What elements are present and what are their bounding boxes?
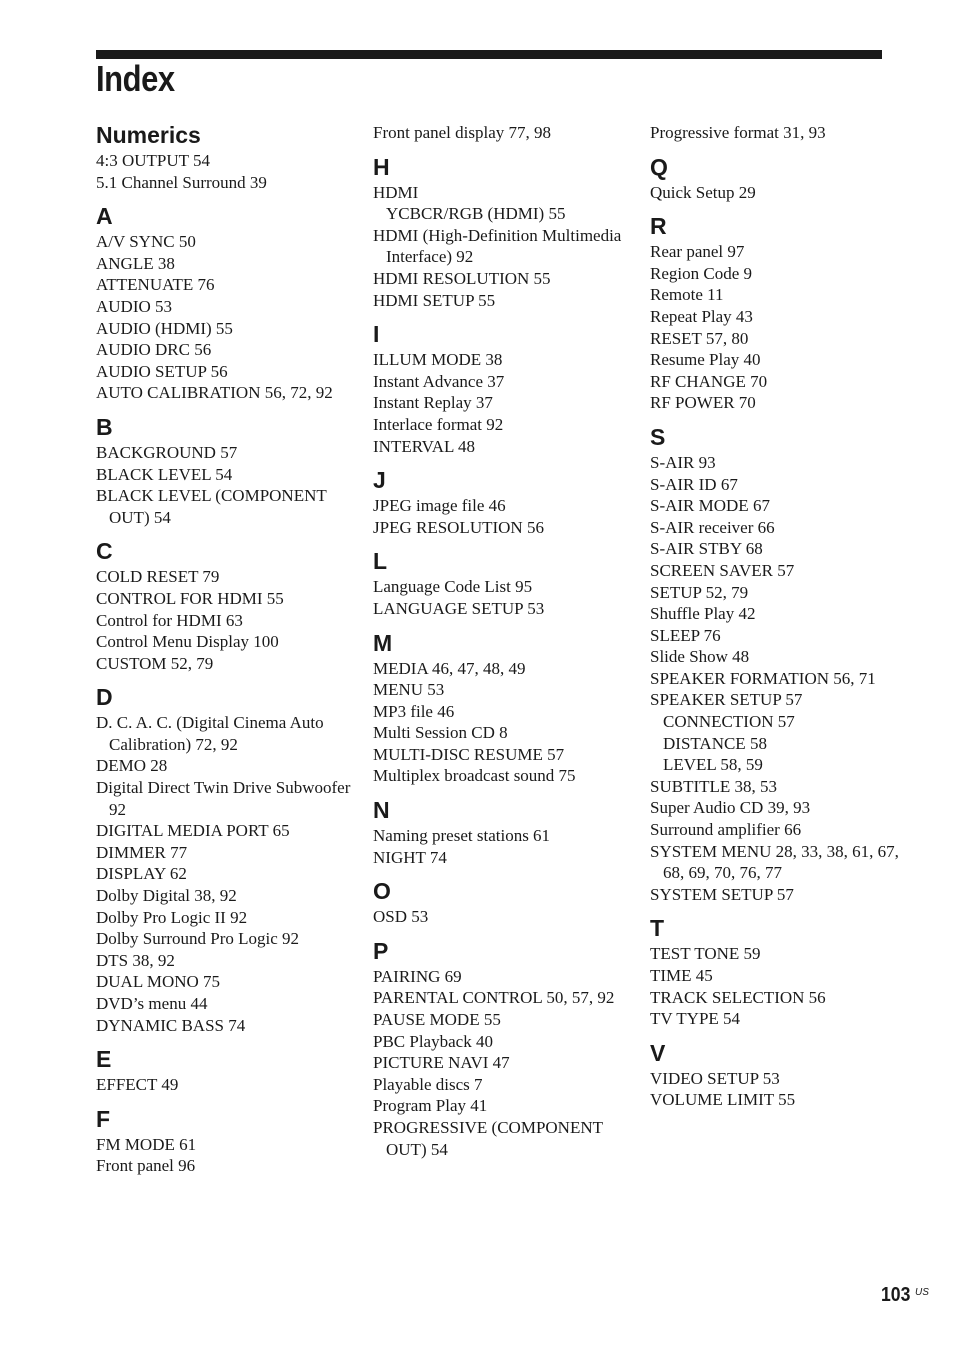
section-heading: N xyxy=(373,797,390,824)
index-entry: Progressive format 31, 93 xyxy=(650,123,826,142)
index-entry: HDMI xyxy=(373,182,419,202)
index-entry: OSD 53 xyxy=(373,907,429,927)
entry-list xyxy=(650,943,912,1029)
index-section xyxy=(650,152,912,204)
index-entry: JPEG RESOLUTION 56 xyxy=(373,517,544,537)
entry-list xyxy=(373,825,635,868)
top-rule xyxy=(96,50,882,59)
index-entry: S-AIR receiver 66 xyxy=(650,517,775,537)
index-entry: AUDIO 53 xyxy=(96,296,173,316)
entry-list xyxy=(373,576,635,619)
index-entry: MULTI-DISC RESUME 57 xyxy=(373,744,565,764)
index-entry: DIMMER 77 xyxy=(96,842,188,862)
index-entry: A/V SYNC 50 xyxy=(96,232,196,252)
index-entry: SYSTEM SETUP 57 xyxy=(650,884,794,904)
entry-list xyxy=(373,658,635,788)
index-entry: MP3 file 46 xyxy=(373,701,455,721)
index-column-3 xyxy=(650,122,912,1111)
index-entry: Interlace format 92 xyxy=(373,414,504,434)
index-section xyxy=(373,465,635,538)
index-entry: SYSTEM MENU 28, 33, 38, 61, 67, 68, 69, 70, 76, 77 xyxy=(650,841,899,883)
index-entry: RF CHANGE 70 xyxy=(650,371,768,391)
index-entry: Program Play 41 xyxy=(373,1096,488,1116)
index-entry: S-AIR MODE 67 xyxy=(650,496,770,516)
index-entry: Remote 11 xyxy=(650,285,724,305)
index-entry: HDMI SETUP 55 xyxy=(373,290,496,310)
index-section xyxy=(373,876,635,928)
index-entry: TEST TONE 59 xyxy=(650,944,761,964)
index-subentry: CONNECTION 57 xyxy=(663,712,795,732)
index-column-2 xyxy=(373,122,635,1160)
index-entry: Slide Show 48 xyxy=(650,647,750,667)
entry-list xyxy=(650,452,912,905)
index-section xyxy=(373,319,635,457)
index-entry: Multiplex broadcast sound 75 xyxy=(373,766,576,786)
index-entry: RF POWER 70 xyxy=(650,393,756,413)
index-entry: DISPLAY 62 xyxy=(96,864,187,884)
index-entry: Resume Play 40 xyxy=(650,350,761,370)
index-entry: JPEG image file 46 xyxy=(373,496,506,516)
index-entry: VOLUME LIMIT 55 xyxy=(650,1090,796,1110)
index-section xyxy=(650,211,912,414)
index-entry: ATTENUATE 76 xyxy=(96,275,215,295)
entry-list xyxy=(96,231,358,404)
index-entry: Instant Advance 37 xyxy=(373,371,505,391)
index-entry: BLACK LEVEL 54 xyxy=(96,464,233,484)
section-heading: L xyxy=(373,548,388,575)
index-entry: MEDIA 46, 47, 48, 49 xyxy=(373,658,526,678)
page-title: Index xyxy=(96,58,175,99)
index-section xyxy=(373,628,635,788)
index-entry: Shuffle Play 42 xyxy=(650,604,756,624)
index-subentry: DISTANCE 58 xyxy=(663,733,767,753)
index-entry: EFFECT 49 xyxy=(96,1075,179,1095)
section-heading: A xyxy=(96,203,113,230)
page-number: 103 xyxy=(881,1284,911,1306)
entry-list xyxy=(96,1134,358,1177)
index-entry: S-AIR STBY 68 xyxy=(650,539,763,559)
index-entry: HDMI RESOLUTION 55 xyxy=(373,268,551,288)
index-entry: Surround amplifier 66 xyxy=(650,820,802,840)
index-entry: DVD’s menu 44 xyxy=(96,994,208,1013)
index-column-1 xyxy=(96,120,358,1177)
entry-list xyxy=(373,906,635,928)
index-entry: DIGITAL MEDIA PORT 65 xyxy=(96,821,290,841)
entry-list xyxy=(96,566,358,674)
index-entry: S-AIR ID 67 xyxy=(650,474,738,494)
index-entry: 4:3 OUTPUT 54 xyxy=(96,151,210,170)
index-entry: Naming preset stations 61 xyxy=(373,826,551,846)
index-entry: PROGRESSIVE (COMPONENT OUT) 54 xyxy=(373,1118,603,1159)
entry-list xyxy=(96,150,358,193)
section-heading: P xyxy=(373,937,389,964)
index-entry: D. C. A. C. (Digital Cinema Auto Calibration) 72, 92 xyxy=(96,713,324,754)
index-entry: CONTROL FOR HDMI 55 xyxy=(96,588,284,608)
index-section xyxy=(96,536,358,674)
index-entry: TIME 45 xyxy=(650,966,713,985)
entry-list xyxy=(373,966,635,1160)
entry-list xyxy=(373,122,635,144)
index-entry: SPEAKER SETUP 57 xyxy=(650,690,803,710)
index-entry: BACKGROUND 57 xyxy=(96,442,238,462)
index-entry: Control Menu Display 100 xyxy=(96,632,279,652)
index-entry: LANGUAGE SETUP 53 xyxy=(373,598,545,618)
section-heading: R xyxy=(650,213,667,240)
index-section xyxy=(373,795,635,868)
index-entry: PBC Playback 40 xyxy=(373,1031,493,1051)
entry-list xyxy=(373,182,635,312)
section-heading: T xyxy=(650,915,665,942)
section-heading: H xyxy=(373,153,390,180)
index-section xyxy=(96,412,358,528)
entry-list xyxy=(650,182,912,204)
index-entry: ILLUM MODE 38 xyxy=(373,350,503,370)
entry-list xyxy=(373,495,635,538)
index-subentry: LEVEL 58, 59 xyxy=(663,755,763,775)
section-heading: V xyxy=(650,1039,666,1066)
index-entry: Playable discs 7 xyxy=(373,1074,483,1094)
index-entry: AUDIO (HDMI) 55 xyxy=(96,318,233,338)
section-heading: E xyxy=(96,1046,112,1073)
entry-list xyxy=(650,241,912,414)
index-entry: SPEAKER FORMATION 56, 71 xyxy=(650,668,876,688)
index-entry: PARENTAL CONTROL 50, 57, 92 xyxy=(373,988,615,1008)
index-entry: PAIRING 69 xyxy=(373,966,462,986)
index-entry: SLEEP 76 xyxy=(650,625,721,645)
section-heading: Q xyxy=(650,153,668,180)
index-entry: Rear panel 97 xyxy=(650,242,745,262)
index-section xyxy=(650,122,912,144)
index-entry: Dolby Pro Logic II 92 xyxy=(96,907,248,927)
index-entry: COLD RESET 79 xyxy=(96,567,220,587)
index-section xyxy=(373,546,635,619)
index-entry: Super Audio CD 39, 93 xyxy=(650,798,811,818)
index-entry: S-AIR 93 xyxy=(650,452,716,472)
page-suffix: US xyxy=(915,1287,929,1298)
index-entry: AUDIO DRC 56 xyxy=(96,340,212,360)
index-entry: Quick Setup 29 xyxy=(650,182,756,202)
index-entry: Instant Replay 37 xyxy=(373,393,493,413)
entry-list xyxy=(96,1074,358,1096)
section-heading: F xyxy=(96,1105,111,1132)
index-entry: HDMI (High-Definition Multimedia Interface) 92 xyxy=(373,225,622,267)
entry-list xyxy=(650,122,912,144)
index-entry: TV TYPE 54 xyxy=(650,1009,741,1029)
index-entry: Repeat Play 43 xyxy=(650,306,753,326)
section-heading: M xyxy=(373,629,393,656)
index-entry: FM MODE 61 xyxy=(96,1134,197,1154)
index-entry: DEMO 28 xyxy=(96,756,168,776)
index-section xyxy=(650,1038,912,1111)
index-entry: Control for HDMI 63 xyxy=(96,610,243,630)
index-entry: Multi Session CD 8 xyxy=(373,723,508,743)
index-entry: PAUSE MODE 55 xyxy=(373,1010,501,1030)
index-entry: Front panel display 77, 98 xyxy=(373,123,552,142)
index-entry: MENU 53 xyxy=(373,680,445,700)
index-entry: Region Code 9 xyxy=(650,263,752,283)
section-heading: Numerics xyxy=(96,122,201,148)
index-section xyxy=(96,682,358,1036)
entry-list xyxy=(96,442,358,528)
section-heading: J xyxy=(373,467,386,494)
index-section xyxy=(373,152,635,312)
index-entry: Front panel 96 xyxy=(96,1156,196,1176)
index-entry: NIGHT 74 xyxy=(373,847,447,867)
section-heading: O xyxy=(373,878,391,905)
index-entry: TRACK SELECTION 56 xyxy=(650,987,826,1007)
index-entry: Dolby Surround Pro Logic 92 xyxy=(96,929,300,949)
entry-list xyxy=(96,712,358,1036)
index-section xyxy=(650,422,912,905)
index-entry: DTS 38, 92 xyxy=(96,950,175,970)
index-entry: AUDIO SETUP 56 xyxy=(96,361,228,381)
index-entry: CUSTOM 52, 79 xyxy=(96,653,214,673)
index-entry: BLACK LEVEL (COMPONENT OUT) 54 xyxy=(96,486,327,527)
index-section xyxy=(373,936,635,1160)
index-entry: RESET 57, 80 xyxy=(650,328,749,348)
index-section xyxy=(96,201,358,404)
section-heading: S xyxy=(650,423,666,450)
index-subentry: YCBCR/RGB (HDMI) 55 xyxy=(386,204,566,224)
entry-list xyxy=(650,1068,912,1111)
index-entry: 5.1 Channel Surround 39 xyxy=(96,172,267,192)
index-entry: DYNAMIC BASS 74 xyxy=(96,1015,246,1035)
section-heading: C xyxy=(96,538,113,565)
index-section xyxy=(373,122,635,144)
index-entry: ANGLE 38 xyxy=(96,253,175,273)
index-entry: SCREEN SAVER 57 xyxy=(650,560,795,580)
index-entry: INTERVAL 48 xyxy=(373,436,476,456)
index-section xyxy=(96,1104,358,1177)
entry-list xyxy=(373,349,635,457)
index-entry: Dolby Digital 38, 92 xyxy=(96,886,237,906)
index-section xyxy=(96,120,358,193)
index-entry: Language Code List 95 xyxy=(373,577,533,597)
index-entry: AUTO CALIBRATION 56, 72, 92 xyxy=(96,383,333,403)
section-heading: I xyxy=(373,321,380,348)
index-entry: DUAL MONO 75 xyxy=(96,972,221,992)
section-heading: D xyxy=(96,684,113,711)
index-entry: SUBTITLE 38, 53 xyxy=(650,776,778,796)
section-heading: B xyxy=(96,413,113,440)
index-entry: PICTURE NAVI 47 xyxy=(373,1053,510,1073)
index-section xyxy=(96,1044,358,1096)
index-section xyxy=(650,913,912,1029)
index-entry: VIDEO SETUP 53 xyxy=(650,1068,780,1088)
index-entry: SETUP 52, 79 xyxy=(650,582,749,602)
index-entry: Digital Direct Twin Drive Subwoofer 92 xyxy=(96,778,351,819)
